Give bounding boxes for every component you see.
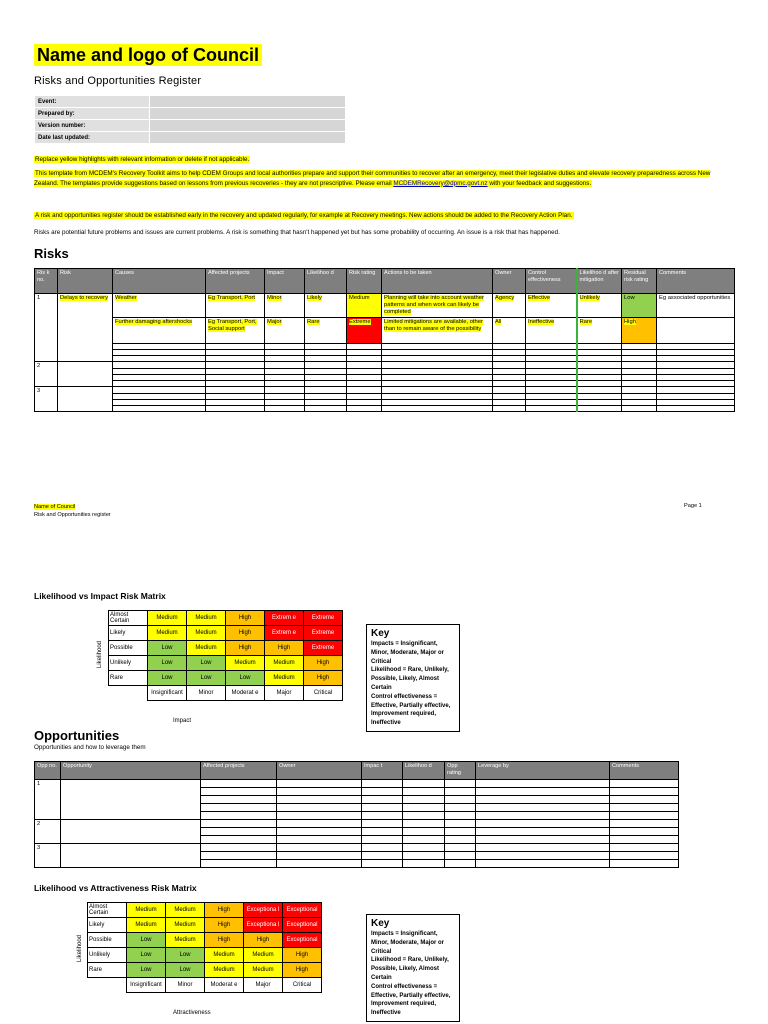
meta-row [35,132,346,144]
matrix-row-label: Unlikely [109,656,148,671]
matrix-cell: Low [148,656,187,671]
matrix-cell: Low [127,933,166,948]
key-line: Likelihood = Rare, Unlikely, Possible, Likely, Almost Certain [371,957,449,981]
impact-matrix-row-axis: Likelihood [97,640,103,668]
residual-rating-cell: High [622,318,657,344]
page-number: Page 1 [684,503,702,509]
document-meta-table [34,95,346,144]
matrix-column-label-row [88,978,322,993]
matrix-cell: Medium [166,933,205,948]
matrix-cell: High [205,918,244,933]
matrix-column-label: Moderat e [205,978,244,993]
col-header: Ris k no. [35,269,58,294]
matrix-cell: Medium [244,963,283,978]
meta-label: Version number: [35,120,150,132]
page-footer [34,503,111,519]
table-row [35,820,679,828]
cause-cell: Weather [113,294,206,318]
matrix-row-label: Likely [109,626,148,641]
table-header-row [35,269,735,294]
matrix-row-label: Unlikely [88,948,127,963]
col-header: Actions to be taken [382,269,493,294]
matrix-cell: Low [127,963,166,978]
matrix-cell: Medium [148,626,187,641]
matrix-cell: Exceptiona l [244,918,283,933]
attract-matrix-row-axis: Likelihood [77,934,83,962]
meta-row [35,108,346,120]
matrix-cell: Low [187,656,226,671]
key-line: Control effectiveness = Effective, Partially effective, Improvement required, Ineffective [371,983,451,1017]
risk-number: 3 [35,387,58,412]
impact-cell: Major [265,318,305,344]
attract-matrix-heading: Likelihood vs Attractiveness Risk Matrix [34,883,197,893]
matrix-row-label: Likely [88,918,127,933]
matrix-cell: High [226,611,265,626]
cause-cell: Further damaging aftershocks [113,318,206,344]
matrix-cell: High [283,948,322,963]
col-header: Affected projects [206,269,265,294]
matrix-column-label: Minor [187,686,226,701]
col-header: Residual risk rating [622,269,657,294]
matrix-cell: High [244,933,283,948]
page-title: Name and logo of Council [34,44,262,66]
control-cell: Effective [526,294,577,318]
matrix-cell: Low [148,671,187,686]
comments-cell: Eg associated opportunities [657,294,735,318]
matrix-cell: Medium [166,918,205,933]
table-row [35,387,735,394]
table-row [35,362,735,369]
note-replace: Replace yellow highlights with relevant information or delete if not applicable. [35,156,250,163]
matrix-row-label: Possible [88,933,127,948]
col-header: Opp no. [35,762,61,780]
note-register: A risk and opportunities register should be established early in the recovery and updated regularly, for example at Recovery meetings. New actions should be added to the Recovery Action Plan. [35,212,573,219]
impact-matrix-heading: Likelihood vs Impact Risk Matrix [34,591,166,601]
owner-cell: All [493,318,526,344]
matrix-cell: Low [226,671,265,686]
col-header: Likelihoo d [403,762,445,780]
col-header: Owner [493,269,526,294]
impact-matrix-col-axis: Impact [173,718,192,724]
matrix-cell: High [205,933,244,948]
opportunities-heading: Opportunities [34,728,120,743]
matrix-cell: Medium [127,903,166,918]
matrix-cell: High [205,903,244,918]
matrix-cell: High [226,641,265,656]
likelihood-cell: Rare [305,318,347,344]
matrix-cell: Medium [127,918,166,933]
matrix-cell: Medium [187,611,226,626]
residual-rating-cell: Low [622,294,657,318]
col-header: Causes [113,269,206,294]
matrix-column-label: Moderat e [226,686,265,701]
matrix-column-label-row [109,686,343,701]
meta-value-field[interactable] [150,96,346,108]
matrix-row-label: Almost Certain [109,611,148,626]
comments-cell [657,318,735,344]
meta-value-field[interactable] [150,132,346,144]
matrix-cell: Low [187,671,226,686]
matrix-cell: Medium [265,671,304,686]
key-line: Impacts = Insignificant, Minor, Moderate, Major or Critical [371,931,445,955]
matrix-cell: Medium [205,963,244,978]
matrix-cell: Extreme [304,611,343,626]
actions-cell: Limited mitigations are available, other than to remain aware of the possibility [382,318,493,344]
table-row [35,780,679,788]
note-definition: Risks are potential future problems and issues are current problems. A risk is something that hasn't happened yet but has some probability of occurring. An issue is a risk that has happened. [34,229,560,236]
impact-cell: Minor [265,294,305,318]
matrix-cell: Extreme [304,626,343,641]
col-header: Risk [58,269,113,294]
opportunities-subheading: Opportunities and how to leverage them [34,744,146,751]
table-row [35,294,735,318]
matrix-row [109,671,343,686]
matrix-cell: Low [166,963,205,978]
matrix-cell: High [265,641,304,656]
matrix-cell: Medium [148,611,187,626]
key-line: Impacts = Insignificant, Minor, Moderate, Major or Critical [371,641,445,665]
matrix-cell: Exceptional [283,918,322,933]
key-title: Key [371,628,390,639]
footer-council: Name of Council [34,504,76,510]
key-line: Likelihood = Rare, Unlikely, Possible, Likely, Almost Certain [371,667,449,691]
matrix-row-label: Almost Certain [88,903,127,918]
matrix-row [88,903,322,918]
matrix-row [88,948,322,963]
matrix-cell: Low [166,948,205,963]
risk-number: 2 [35,362,58,387]
matrix-column-label: Major [244,978,283,993]
table-header-row [35,762,679,780]
col-header: Risk rating [347,269,382,294]
risks-heading: Risks [34,246,69,261]
matrix-cell: Extrem e [265,611,304,626]
opportunities-table [34,761,679,868]
matrix-cell: Exceptional [283,903,322,918]
matrix-row [88,933,322,948]
risk-name [58,362,113,387]
matrix-row-label: Possible [109,641,148,656]
col-header: Opportunity [61,762,201,780]
matrix-row [109,656,343,671]
matrix-cell: Medium [265,656,304,671]
matrix-column-label: Critical [283,978,322,993]
matrix-cell: High [304,656,343,671]
matrix-cell: Extrem e [265,626,304,641]
note-template: This template from MCDEM's Recovery Toolkit aims to help CDEM Groups and local authorities prepare and support their communities to recover after an emergency, meet their legislative duties and elevate recovery preparedness across New Zealand. The templates provide suggestions based on lessons from previous recoveries - they are not prescriptive. Please email MCDEMRecovery@dpmc.govt.nz with your feedback and suggestions. [34,170,711,187]
opp-number: 3 [35,844,61,868]
risk-rating-cell: Extreme [347,318,382,344]
matrix-cell: Extreme [304,641,343,656]
meta-value-field[interactable] [150,108,346,120]
email-link[interactable]: MCDEMRecovery@dpmc.govt.nz [393,179,488,187]
after-mitigation-cell: Unlikely [577,294,622,318]
matrix-row [109,626,343,641]
matrix-column-label: Insignificant [127,978,166,993]
matrix-row [109,611,343,626]
meta-value-field[interactable] [150,120,346,132]
table-row [35,844,679,852]
attract-matrix-key [366,914,460,1022]
projects-cell: Eg Transport, Port [206,294,265,318]
table-row [35,318,735,344]
projects-cell: Eg Transport, Port, Social support [206,318,265,344]
attract-risk-matrix [87,902,322,993]
col-header: Likelihoo d after mitigation [577,269,622,294]
matrix-row [88,963,322,978]
matrix-cell: Medium [166,903,205,918]
meta-row [35,120,346,132]
col-header: Likelihoo d [305,269,347,294]
col-header: Leverage by [476,762,610,780]
col-header: Impac t [362,762,403,780]
col-header: Comments [610,762,679,780]
matrix-cell: Low [127,948,166,963]
matrix-column-label: Minor [166,978,205,993]
matrix-row-label: Rare [88,963,127,978]
matrix-cell: Medium [244,948,283,963]
matrix-cell: Low [148,641,187,656]
matrix-row [88,918,322,933]
risks-table [34,268,735,412]
matrix-cell: Medium [187,626,226,641]
footer-doc: Risk and Opportunities register [34,512,111,518]
matrix-cell: Exceptional [283,933,322,948]
matrix-cell: Medium [205,948,244,963]
page-subtitle: Risks and Opportunities Register [34,75,202,87]
after-mitigation-cell: Rare [577,318,622,344]
matrix-row-label: Rare [109,671,148,686]
matrix-column-label: Insignificant [148,686,187,701]
matrix-cell: High [304,671,343,686]
matrix-cell: Medium [187,641,226,656]
key-line: Control effectiveness = Effective, Partially effective, Improvement required, Ineffective [371,693,451,727]
matrix-column-label: Major [265,686,304,701]
risk-number: 1 [35,294,58,362]
risk-name: Delays to recovery [58,294,113,362]
impact-matrix-key [366,624,460,732]
matrix-row [109,641,343,656]
matrix-cell: Medium [226,656,265,671]
control-cell: Ineffective [526,318,577,344]
meta-label: Prepared by: [35,108,150,120]
col-header: Comments [657,269,735,294]
meta-label: Date last updated: [35,132,150,144]
actions-cell: Planning will take into account weather patterns and when work can likely be completed [382,294,493,318]
col-header: Opp rating [445,762,476,780]
impact-risk-matrix [108,610,343,701]
opp-number: 1 [35,780,61,820]
col-header: Owner [277,762,362,780]
risk-name [58,387,113,412]
matrix-cell: Exceptiona l [244,903,283,918]
opp-number: 2 [35,820,61,844]
likelihood-cell: Likely [305,294,347,318]
matrix-cell: High [226,626,265,641]
matrix-cell: High [283,963,322,978]
col-header: Impact [265,269,305,294]
attract-matrix-col-axis: Attractiveness [173,1010,211,1016]
col-header: Affected projects [201,762,277,780]
meta-row [35,96,346,108]
key-title: Key [371,918,390,929]
meta-label: Event: [35,96,150,108]
col-header: Control effectiveness [526,269,577,294]
owner-cell: Agency [493,294,526,318]
risk-rating-cell: Medium [347,294,382,318]
matrix-column-label: Critical [304,686,343,701]
